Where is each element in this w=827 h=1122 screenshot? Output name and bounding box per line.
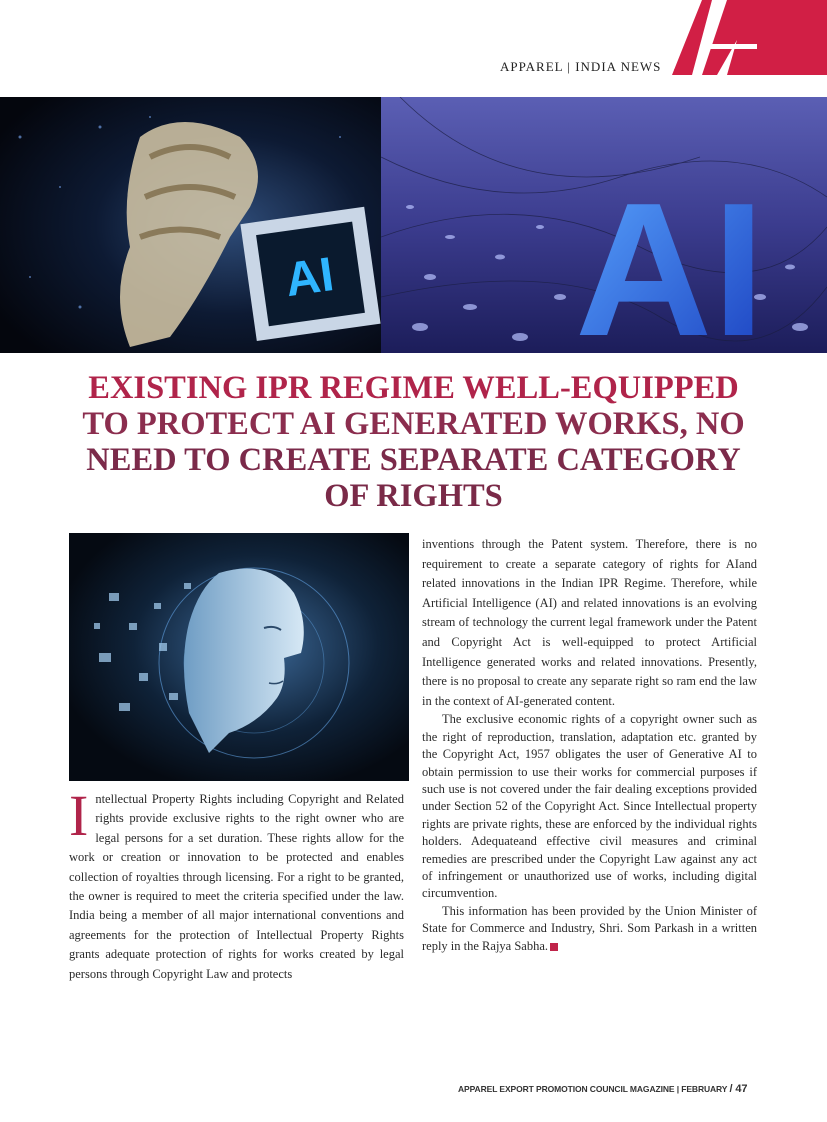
ai-head-photo xyxy=(69,533,409,781)
headline-line-3: NEED TO CREATE SEPARATE CATEGORY xyxy=(86,442,741,478)
logo-letter: A xyxy=(674,69,676,71)
headline-line-1: EXISTING IPR REGIME WELL-EQUIPPED xyxy=(88,370,739,406)
article-paragraph-2: inventions through the Patent system. Therefore, there is no requirement to create a separate category of rights for AIand related innovations in the Indian IPR Regime. Therefore, while Artificial Intelligence (AI) and related innovations is an evolving stream of technology the current legal framework under the Patent and Copyright Act is well-equipped to protect Artificial Intelligence generated works and related innovations. Presently, there is no proposal to create any separate right so ram end the law in the context of AI-generated content. xyxy=(422,537,757,708)
article-closing-text: This information has been provided by the Union Minister of State for Commerce and Industry, Shri. Som Parkash in a written reply in the Rajya Sabha. xyxy=(422,903,757,953)
drop-cap: I xyxy=(69,783,89,848)
section-label: APPAREL | INDIA NEWS xyxy=(500,59,662,74)
page-number: / 47 xyxy=(729,1083,748,1095)
banner-image xyxy=(0,97,827,353)
article-left-text: ntellectual Property Rights including Copyright and Related rights provide exclusive rights to the right owner who are legal persons for a set duration. These rights allow for the work or creation or innovation to be protected and enables collection of royalties through licensing. For a right to be granted, the owner is required to meet the criteria specified under the law. India being a member of all major international conventions and agreements for the protection of Intellectual Property Rights grants adequate protection of rights for works created by legal persons through Copyright Law and protects xyxy=(69,792,404,981)
headline-line-4: OF RIGHTS xyxy=(324,478,503,514)
footer-magazine: APPAREL EXPORT PROMOTION COUNCIL MAGAZINE | FEBRUARY xyxy=(458,1084,728,1094)
headline-line-2: TO PROTECT AI GENERATED WORKS, NO xyxy=(82,406,745,442)
article-headline xyxy=(40,370,787,514)
banner-ai-text: AI xyxy=(575,164,765,353)
article-paragraph-4 xyxy=(422,903,757,955)
article-paragraph-3: The exclusive economic rights of a copyright owner such as the right of reproduction, translation, adaptation etc. granted by the Copyright Act, 1957 obligates the user of Generative AI to obtain permission to use their works for commercial purposes if such use is not covered under the fair dealing exceptions provided under Section 52 of the Copyright Act. Since Intellectual property rights are private rights, these are enforced by the individual rights holders. Adequateand effective civil measures and criminal remedies are prescribed under the Copyright Law against any act of infringement or unauthorized use of works, including digital circumvention. xyxy=(422,712,757,901)
article-column-right xyxy=(422,535,757,955)
article-column-left xyxy=(69,783,404,984)
article-paragraph-1 xyxy=(69,783,404,984)
end-mark-icon xyxy=(550,943,558,951)
chip-ai-text: AI xyxy=(282,248,337,308)
page-footer xyxy=(458,1083,747,1095)
magazine-logo xyxy=(672,0,827,75)
